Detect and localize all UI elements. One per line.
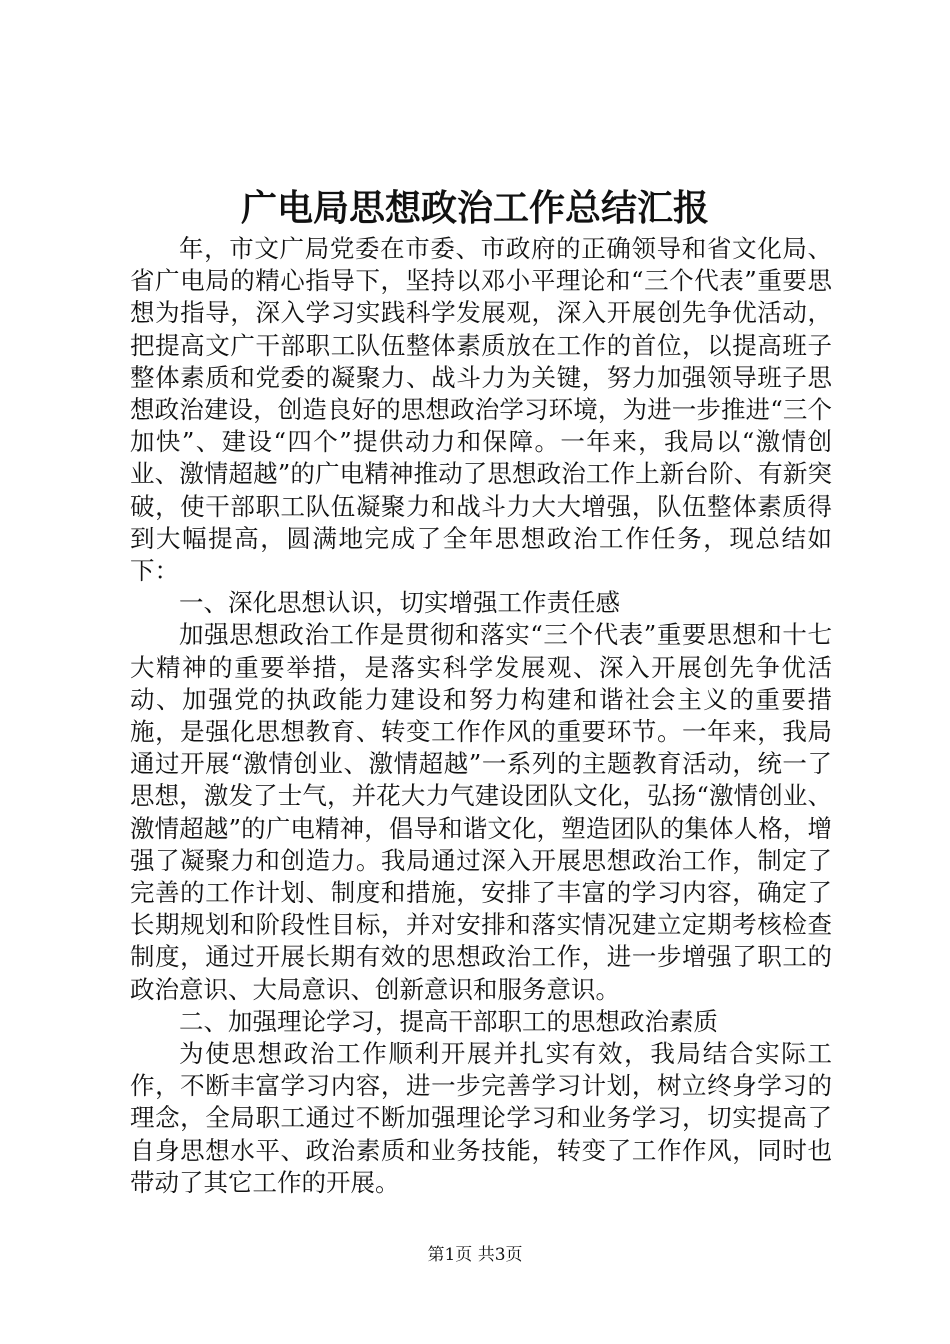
intro-paragraph: 年，市文广局党委在市委、市政府的正确领导和省文化局、省广电局的精心指导下，坚持以邓小平理论和“三个代表”重要思想为指导，深入学习实践科学发展观，深入开展创先争优活动，把提高文广干部职工队伍整体素质放在工作的首位，以提高班子整体素质和党委的凝聚力、战斗力为关键，努力加强领导班子思想政治建设，创造良好的思想政治学习环境，为进一步推进“三个加快”、建设“四个”提供动力和保障。一年来，我局以“激情创业、激情超越”的广电精神推动了思想政治工作上新台阶、有新突破，使干部职工队伍凝聚力和战斗力大大增强，队伍整体素质得到大幅提高，圆满地完成了全年思想政治工作任务，现总结如下： <box>130 234 832 586</box>
section-heading-1: 一、深化思想认识，切实增强工作责任感 <box>179 588 620 618</box>
document-body <box>130 233 832 1199</box>
document-title: 广电局思想政治工作总结汇报 <box>240 187 709 229</box>
section-2-paragraph: 为使思想政治工作顺利开展并扎实有效，我局结合实际工作，不断丰富学习内容，进一步完善学习计划，树立终身学习的理念，全局职工通过不断加强理论学习和业务学习，切实提高了自身思想水平、政治素质和业务技能，转变了工作作风，同时也带动了其它工作的开展。 <box>130 1039 832 1197</box>
section-1-paragraph: 加强思想政治工作是贯彻和落实“三个代表”重要思想和十七大精神的重要举措，是落实科学发展观、深入开展创先争优活动、加强党的执政能力建设和努力构建和谐社会主义的重要措施，是强化思想教育、转变工作作风的重要环节。一年来，我局通过开展“激情创业、激情超越”一系列的主题教育活动，统一了思想，激发了士气，并花大力气建设团队文化，弘扬“激情创业、激情超越”的广电精神，倡导和谐文化，塑造团队的集体人格，增强了凝聚力和创造力。我局通过深入开展思想政治工作，制定了完善的工作计划、制度和措施，安排了丰富的学习内容，确定了长期规划和阶段性目标，并对安排和落实情况建立定期考核检查制度，通过开展长期有效的思想政治工作，进一步增强了职工的政治意识、大局意识、创新意识和服务意识。 <box>130 620 832 1004</box>
section-heading-2: 二、加强理论学习，提高干部职工的思想政治素质 <box>179 1006 718 1036</box>
page-footer: 第1页 共3页 <box>427 1245 523 1265</box>
